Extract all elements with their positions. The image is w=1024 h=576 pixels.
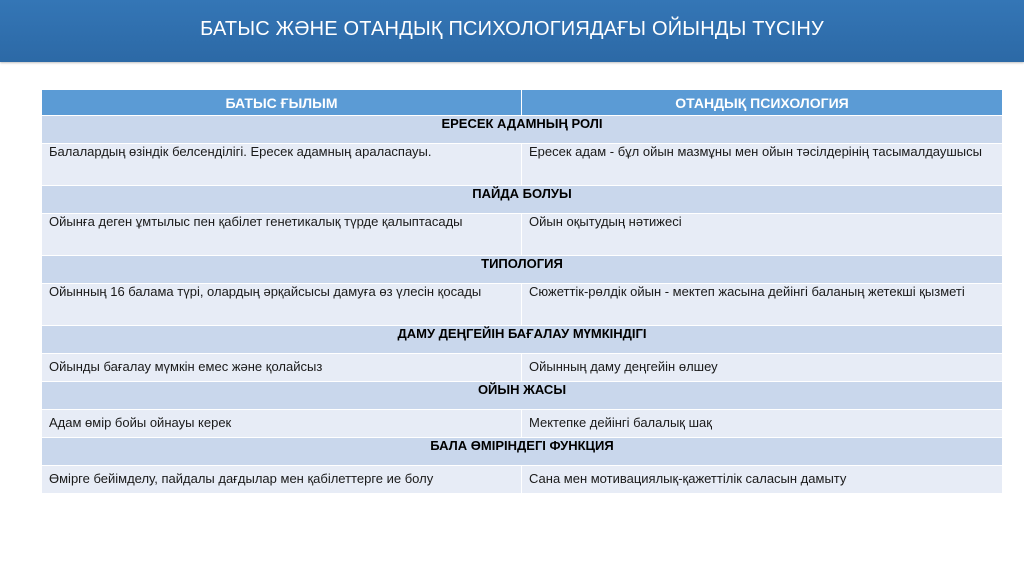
section-heading-row — [42, 326, 1003, 354]
table-row — [42, 354, 1003, 382]
title-bar — [0, 0, 1024, 62]
section-heading-typology: ТИПОЛОГИЯ — [42, 256, 1003, 284]
domestic-cell: Мектепке дейінгі балалық шақ — [522, 410, 1003, 438]
slide-title: БАТЫС ЖӘНЕ ОТАНДЫҚ ПСИХОЛОГИЯДАҒЫ ОЙЫНДЫ ТҮСІНУ — [200, 18, 824, 40]
header-domestic-psychology: ОТАНДЫҚ ПСИХОЛОГИЯ — [522, 90, 1003, 116]
section-heading-play-age: ОЙЫН ЖАСЫ — [42, 382, 1003, 410]
section-heading-assessment: ДАМУ ДЕҢГЕЙІН БАҒАЛАУ МҮМКІНДІГІ — [42, 326, 1003, 354]
comparison-table-container — [41, 89, 1002, 494]
section-heading-row — [42, 116, 1003, 144]
western-cell: Ойынды бағалау мүмкін емес және қолайсыз — [42, 354, 522, 382]
domestic-cell: Ойын оқытудың нәтижесі — [522, 214, 1003, 256]
header-western-science: БАТЫС ҒЫЛЫМ — [42, 90, 522, 116]
western-cell: Өмірге бейімделу, пайдалы дағдылар мен қабілеттерге ие болу — [42, 466, 522, 494]
domestic-cell: Ересек адам - бұл ойын мазмұны мен ойын тәсілдерінің тасымалдаушысы — [522, 144, 1003, 186]
western-cell: Ойынның 16 балама түрі, олардың әрқайсысы дамуға өз үлесін қосады — [42, 284, 522, 326]
section-heading-row — [42, 382, 1003, 410]
table-row — [42, 144, 1003, 186]
section-heading-row — [42, 256, 1003, 284]
western-cell: Адам өмір бойы ойнауы керек — [42, 410, 522, 438]
table-row — [42, 284, 1003, 326]
table-row — [42, 466, 1003, 494]
section-heading-row — [42, 186, 1003, 214]
section-heading-function: БАЛА ӨМІРІНДЕГІ ФУНКЦИЯ — [42, 438, 1003, 466]
domestic-cell: Сюжеттік-рөлдік ойын - мектеп жасына дейінгі баланың жетекші қызметі — [522, 284, 1003, 326]
comparison-table — [41, 89, 1003, 494]
table-header-row — [42, 90, 1003, 116]
table-row — [42, 410, 1003, 438]
section-heading-row — [42, 438, 1003, 466]
domestic-cell: Сана мен мотивациялық-қажеттілік саласын дамыту — [522, 466, 1003, 494]
section-heading-adult-role: ЕРЕСЕК АДАМНЫҢ РОЛІ — [42, 116, 1003, 144]
table-row — [42, 214, 1003, 256]
domestic-cell: Ойынның даму деңгейін өлшеу — [522, 354, 1003, 382]
western-cell: Балалардың өзіндік белсенділігі. Ересек адамның араласпауы. — [42, 144, 522, 186]
section-heading-origin: ПАЙДА БОЛУЫ — [42, 186, 1003, 214]
western-cell: Ойынға деген ұмтылыс пен қабілет генетикалық түрде қалыптасады — [42, 214, 522, 256]
